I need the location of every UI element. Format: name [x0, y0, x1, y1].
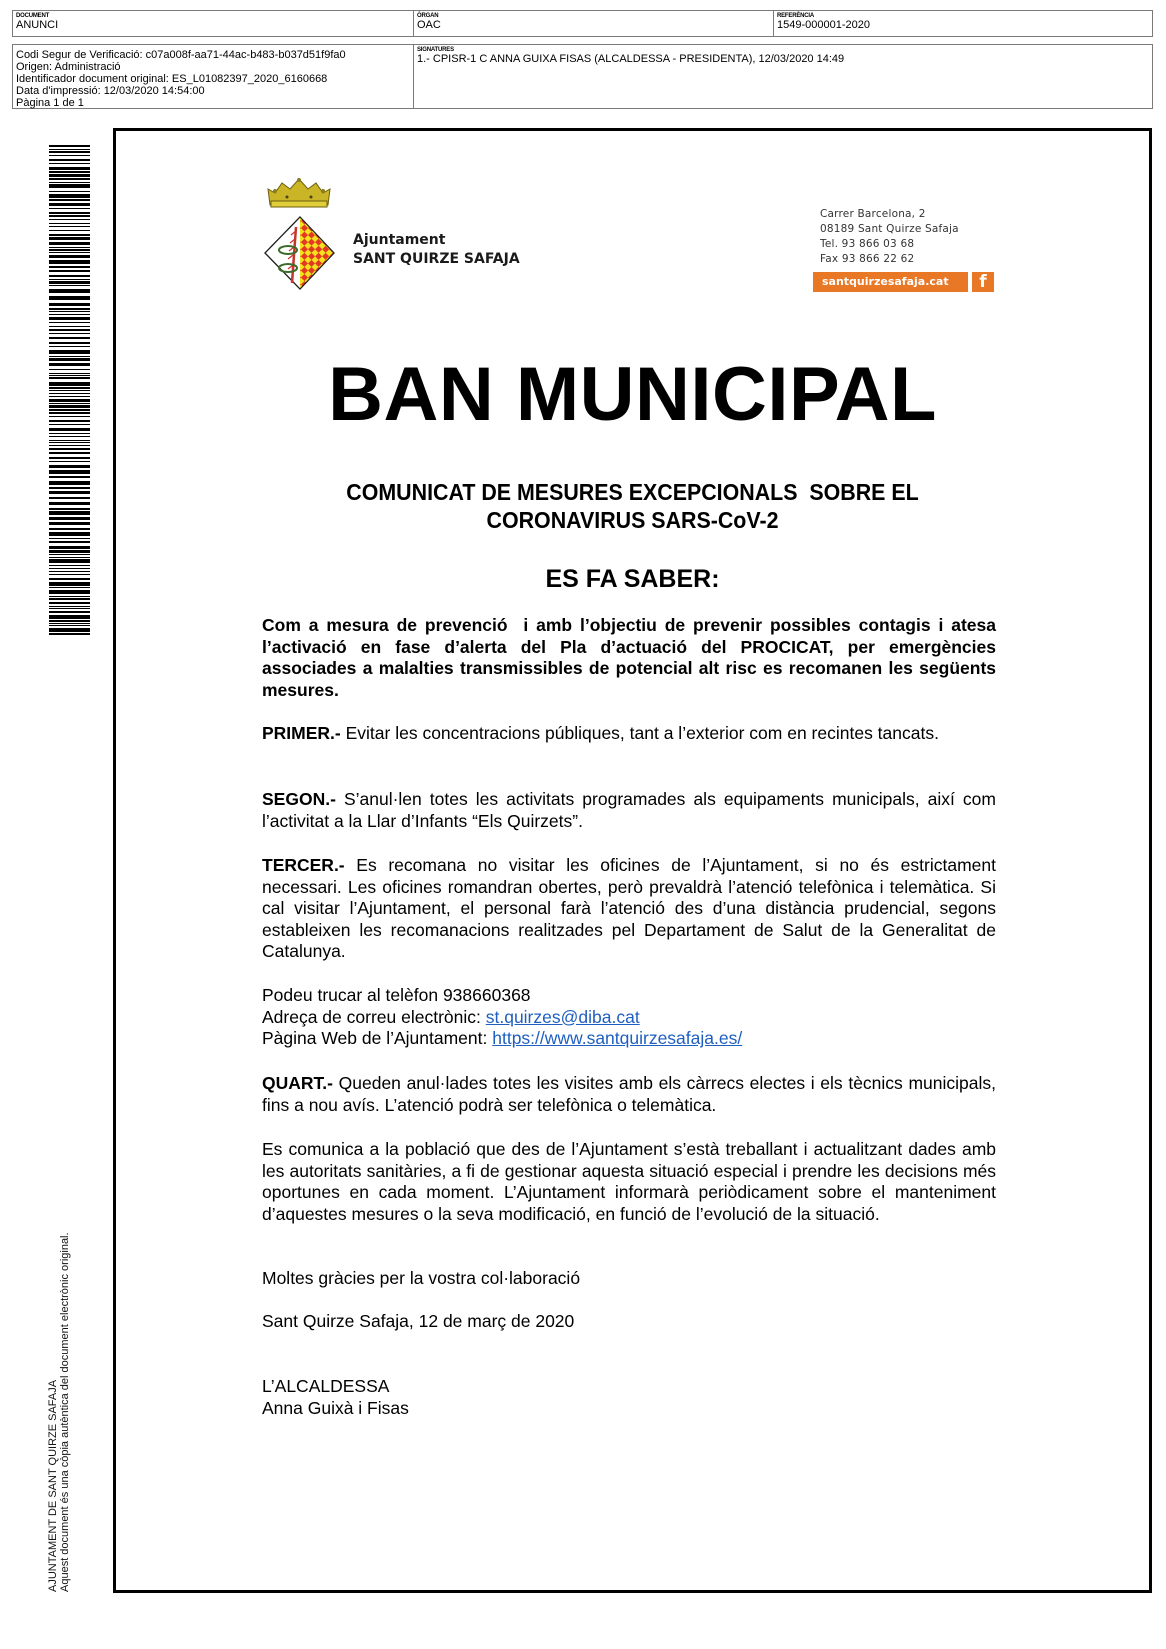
- barcode-bar: [49, 252, 90, 253]
- barcode-bar: [49, 184, 90, 188]
- barcode-bar: [49, 326, 90, 327]
- barcode-bar: [49, 199, 90, 201]
- barcode-bar: [49, 350, 90, 354]
- barcode-bar: [49, 308, 90, 310]
- barcode-bar: [49, 311, 90, 312]
- barcode-bar: [49, 191, 90, 192]
- barcode-bar: [49, 167, 90, 170]
- barcode-bar: [49, 625, 90, 626]
- measure-label: QUART.-: [262, 1073, 333, 1093]
- barcode-bar: [49, 382, 90, 386]
- barcode-bar: [49, 322, 90, 323]
- organization-name: [353, 231, 520, 269]
- barcode-bar: [49, 145, 90, 147]
- reference-cell: [773, 11, 1152, 36]
- website-link[interactable]: https://www.santquirzesafaja.es/: [492, 1028, 743, 1049]
- measure-tercer: [262, 855, 996, 963]
- barcode-bar: [49, 608, 90, 609]
- barcode-bar: [49, 541, 90, 543]
- barcode-bar: [49, 303, 90, 306]
- reference-label: REFERÈNCIA: [777, 13, 815, 19]
- coat-of-arms-icon: [262, 175, 337, 293]
- barcode-bar: [49, 178, 90, 180]
- barcode-bar: [49, 171, 90, 173]
- barcode-bar: [49, 296, 90, 300]
- communication-paragraph: [262, 1139, 996, 1225]
- barcode-bar: [49, 420, 90, 422]
- barcode-bar: [49, 369, 90, 370]
- reference-value: 1549-000001-2020: [777, 19, 870, 31]
- header-verification-row: [12, 44, 1153, 109]
- barcode-bar: [49, 242, 90, 245]
- verification-meta: [13, 45, 413, 108]
- barcode-bar: [49, 481, 90, 485]
- barcode-bar: [49, 550, 90, 553]
- barcode-bar: [49, 285, 90, 286]
- barcode-bar: [49, 387, 90, 389]
- barcode-bar: [49, 163, 90, 164]
- measure-quart: [262, 1073, 996, 1116]
- barcode-bar: [49, 234, 90, 236]
- signature-block: [262, 1376, 996, 1419]
- barcode-bar: [49, 568, 90, 569]
- barcode-bar: [49, 399, 90, 402]
- measure-segon: [262, 789, 996, 832]
- barcode-bar: [49, 212, 90, 214]
- authenticity-note-org: AJUNTAMENT DE SANT QUIRZE SAFAJA: [47, 1379, 59, 1592]
- measure-label: PRIMER.-: [262, 723, 341, 743]
- barcode-bar: [49, 270, 90, 272]
- communication-text: Es comunica a la població que des de l’Ajuntament s’està treballant i actualitzant dades amb les autoritats sanitàries, a fi de gestionar aquesta situació especial i prendre les decisions més oportunes en cada moment. L’Ajuntament informarà periòdicament sobre el manteniment d’aquestes mesures o la seva modificació, en funció de l’evolució de la situació.: [262, 1139, 996, 1224]
- barcode-bar: [49, 470, 90, 474]
- measure-label: SEGON.-: [262, 789, 336, 809]
- barcode-bar: [49, 433, 90, 434]
- barcode-bar: [49, 620, 90, 622]
- measure-primer: [262, 723, 996, 745]
- barcode-bar: [49, 602, 90, 604]
- organization-name-line1: Ajuntament: [353, 232, 446, 248]
- barcode-bar: [49, 266, 90, 268]
- barcode-bar: [49, 452, 90, 454]
- fax: Fax 93 866 22 62: [820, 253, 915, 265]
- barcode-bar: [49, 329, 90, 331]
- barcode-bar: [49, 247, 90, 248]
- telephone: Tel. 93 866 03 68: [820, 238, 915, 250]
- thanks-line: Moltes gràcies per la vostra col·laboració: [262, 1268, 581, 1288]
- intro-text: Com a mesura de prevenció i amb l’objectiu de prevenir possibles contagis i atesa l’activació en fase d’alerta del Pla d’actuació del PROCICAT, per emergències associades a malalties transmissibles de potencial alt risc es recomanen les següents mesures.: [262, 615, 1001, 700]
- original-document-id: Identificador document original: ES_L01082397_2020_6160668: [16, 73, 328, 85]
- subtitle-line1: COMUNICAT DE MESURES EXCEPCIONALS SOBRE EL: [346, 479, 919, 505]
- contact-block: [820, 207, 959, 267]
- signatures-cell: [413, 45, 1152, 108]
- signatures-value: 1.- CPISR-1 C ANNA GUIXA FISAS (ALCALDESSA - PRESIDENTA), 12/03/2020 14:49: [417, 53, 845, 65]
- barcode-bar: [49, 393, 90, 394]
- barcode-bar: [49, 275, 90, 277]
- barcode-bar: [49, 390, 90, 391]
- barcode-bar: [49, 279, 90, 280]
- barcode-bar: [49, 155, 90, 156]
- barcode-bar: [49, 476, 90, 478]
- barcode-bar: [49, 461, 90, 462]
- barcode-bar: [49, 571, 90, 572]
- measure-text: S’anul·len totes les activitats programades als equipaments municipals, així com l’activitat a la Llar d’Infants “Els Quirzets”.: [262, 789, 996, 831]
- barcode-bar: [49, 582, 90, 586]
- barcode-bar: [49, 151, 90, 153]
- facebook-icon[interactable]: f: [972, 272, 994, 292]
- barcode-bar: [49, 557, 90, 558]
- barcode-bar: [49, 403, 90, 404]
- document-type-label: DOCUMENT: [16, 13, 50, 19]
- document-type-value: ANUNCI: [16, 19, 59, 31]
- barcode-bar: [49, 565, 90, 566]
- barcode-bar: [49, 596, 90, 597]
- barcode-bar: [49, 260, 90, 264]
- barcode-bar: [49, 174, 90, 177]
- barcode-bar: [49, 491, 90, 494]
- barcode-bar: [49, 532, 90, 536]
- organ-label: ÒRGAN: [417, 13, 439, 19]
- barcode-bar: [49, 522, 90, 525]
- barcode-bar: [49, 230, 90, 231]
- barcode-bar: [49, 590, 90, 594]
- barcode-bar: [49, 409, 90, 411]
- web-label: Pàgina Web de l’Ajuntament:: [262, 1028, 493, 1049]
- signer-name: Anna Guixà i Fisas: [262, 1397, 409, 1418]
- barcode-bar: [49, 611, 90, 613]
- barcode-bar: [49, 412, 90, 414]
- phone-line: Podeu trucar al telèfon 938660368: [262, 985, 531, 1005]
- intro-paragraph: [262, 615, 1001, 701]
- document-title: BAN MUNICIPAL: [328, 352, 937, 437]
- place-date: Sant Quirze Safaja, 12 de març de 2020: [262, 1311, 575, 1331]
- barcode-bar: [49, 587, 90, 588]
- barcode-bar: [49, 317, 90, 320]
- barcode-bar: [49, 487, 90, 489]
- barcode-bar: [49, 375, 90, 376]
- barcode-bar: [49, 226, 90, 227]
- barcode-bar: [49, 337, 90, 339]
- barcode-bar: [49, 182, 90, 183]
- contact-info: [262, 985, 996, 1050]
- barcode-bar: [49, 358, 90, 361]
- barcode-bar: [49, 428, 90, 431]
- barcode-bar: [49, 465, 90, 468]
- barcode-bar: [49, 314, 90, 315]
- barcode: [49, 145, 90, 640]
- document-type-cell: [13, 11, 413, 36]
- barcode-bar: [49, 373, 90, 374]
- barcode-bar: [49, 255, 90, 258]
- barcode-bar: [49, 633, 90, 635]
- barcode-bar: [49, 445, 90, 446]
- barcode-bar: [49, 342, 90, 344]
- origin: Origen: Administració: [16, 61, 121, 73]
- barcode-bar: [49, 615, 90, 619]
- barcode-bar: [49, 623, 90, 624]
- barcode-bar: [49, 396, 90, 397]
- barcode-bar: [49, 502, 90, 505]
- barcode-bar: [49, 203, 90, 206]
- barcode-bar: [49, 538, 90, 539]
- barcode-bar: [49, 194, 90, 198]
- barcode-bar: [49, 457, 90, 459]
- document-subtitle: [149, 478, 1115, 534]
- page-count: Pàgina 1 de 1: [16, 97, 84, 109]
- barcode-bar: [49, 249, 90, 251]
- signatures-label: SIGNATURES: [417, 47, 454, 53]
- barcode-bar: [49, 554, 90, 555]
- authenticity-note: [47, 1232, 71, 1592]
- barcode-bar: [49, 574, 90, 575]
- postal-address: 08189 Sant Quirze Safaja: [820, 223, 959, 235]
- crown-icon: [268, 178, 330, 207]
- authenticity-note-text: Aquest document és una còpia autèntica del document electrònic original.: [59, 1232, 71, 1592]
- barcode-bar: [49, 497, 90, 499]
- barcode-bar: [49, 528, 90, 530]
- barcode-bar: [49, 377, 90, 379]
- barcode-bar: [49, 508, 90, 510]
- email-label: Adreça de correu electrònic:: [262, 1006, 486, 1027]
- barcode-bar: [49, 424, 90, 425]
- barcode-bar: [49, 149, 90, 150]
- header-info-row: [12, 10, 1153, 37]
- barcode-bar: [49, 333, 90, 334]
- website-banner[interactable]: santquirzesafaja.cat: [813, 272, 968, 292]
- barcode-bar: [49, 448, 90, 450]
- print-date: Data d'impressió: 12/03/2020 14:54:00: [16, 85, 205, 97]
- barcode-bar: [49, 436, 90, 437]
- barcode-bar: [49, 546, 90, 549]
- barcode-bar: [49, 440, 90, 441]
- measure-text: Es recomana no visitar les oficines de l’Ajuntament, si no és estrictament necessari. Les oficines romandran obertes, però prevaldrà l’atenció telefònica i telemàtica. Si cal visitar l’Ajuntament, el personal farà l’atenció des d’una distància prudencial, segons estableixen les recomanacions realitzades pel Departament de Salut de la Generalitat de Catalunya.: [262, 855, 996, 962]
- subtitle-line2: CORONAVIRUS SARS-CoV-2: [486, 507, 779, 533]
- address: Carrer Barcelona, 2: [820, 208, 926, 220]
- barcode-bar: [49, 219, 90, 220]
- barcode-bar: [49, 578, 90, 580]
- web-line: [262, 1028, 996, 1050]
- organ-cell: [413, 11, 773, 36]
- barcode-bar: [49, 517, 90, 520]
- measure-label: TERCER.-: [262, 855, 345, 875]
- barcode-bar: [49, 208, 90, 209]
- measure-text: Evitar les concentracions públiques, tant a l’exterior com en recintes tancats.: [340, 723, 939, 743]
- barcode-bar: [49, 405, 90, 408]
- barcode-bar: [49, 289, 90, 293]
- barcode-bar: [49, 598, 90, 600]
- organization-name-line2: SANT QUIRZE SAFAJA: [353, 251, 520, 267]
- section-heading: ES FA SABER:: [545, 565, 720, 593]
- barcode-bar: [49, 223, 90, 224]
- barcode-bar: [49, 559, 90, 563]
- barcode-bar: [49, 237, 90, 240]
- email-line: [262, 1007, 996, 1029]
- barcode-bar: [49, 416, 90, 417]
- barcode-bar: [49, 606, 90, 607]
- signer-title: L’ALCALDESSA: [262, 1376, 390, 1396]
- barcode-bar: [49, 363, 90, 366]
- measure-text: Queden anul·lades totes les visites amb els càrrecs electes i els tècnics municipals, fins a nou avís. L’atenció podrà ser telefònica o telemàtica.: [262, 1073, 996, 1115]
- barcode-bar: [49, 215, 90, 217]
- barcode-bar: [49, 628, 90, 632]
- barcode-bar: [49, 442, 90, 443]
- organ-value: OAC: [417, 19, 441, 31]
- barcode-bar: [49, 356, 90, 357]
- verification-code: Codi Segur de Verificació: c07a008f-aa71-44ac-b483-b037d51f9fa0: [16, 49, 346, 61]
- email-link[interactable]: st.quirzes@diba.cat: [485, 1006, 640, 1027]
- barcode-bar: [49, 511, 90, 515]
- barcode-bar: [49, 281, 90, 284]
- barcode-bar: [49, 346, 90, 347]
- barcode-bar: [49, 159, 90, 161]
